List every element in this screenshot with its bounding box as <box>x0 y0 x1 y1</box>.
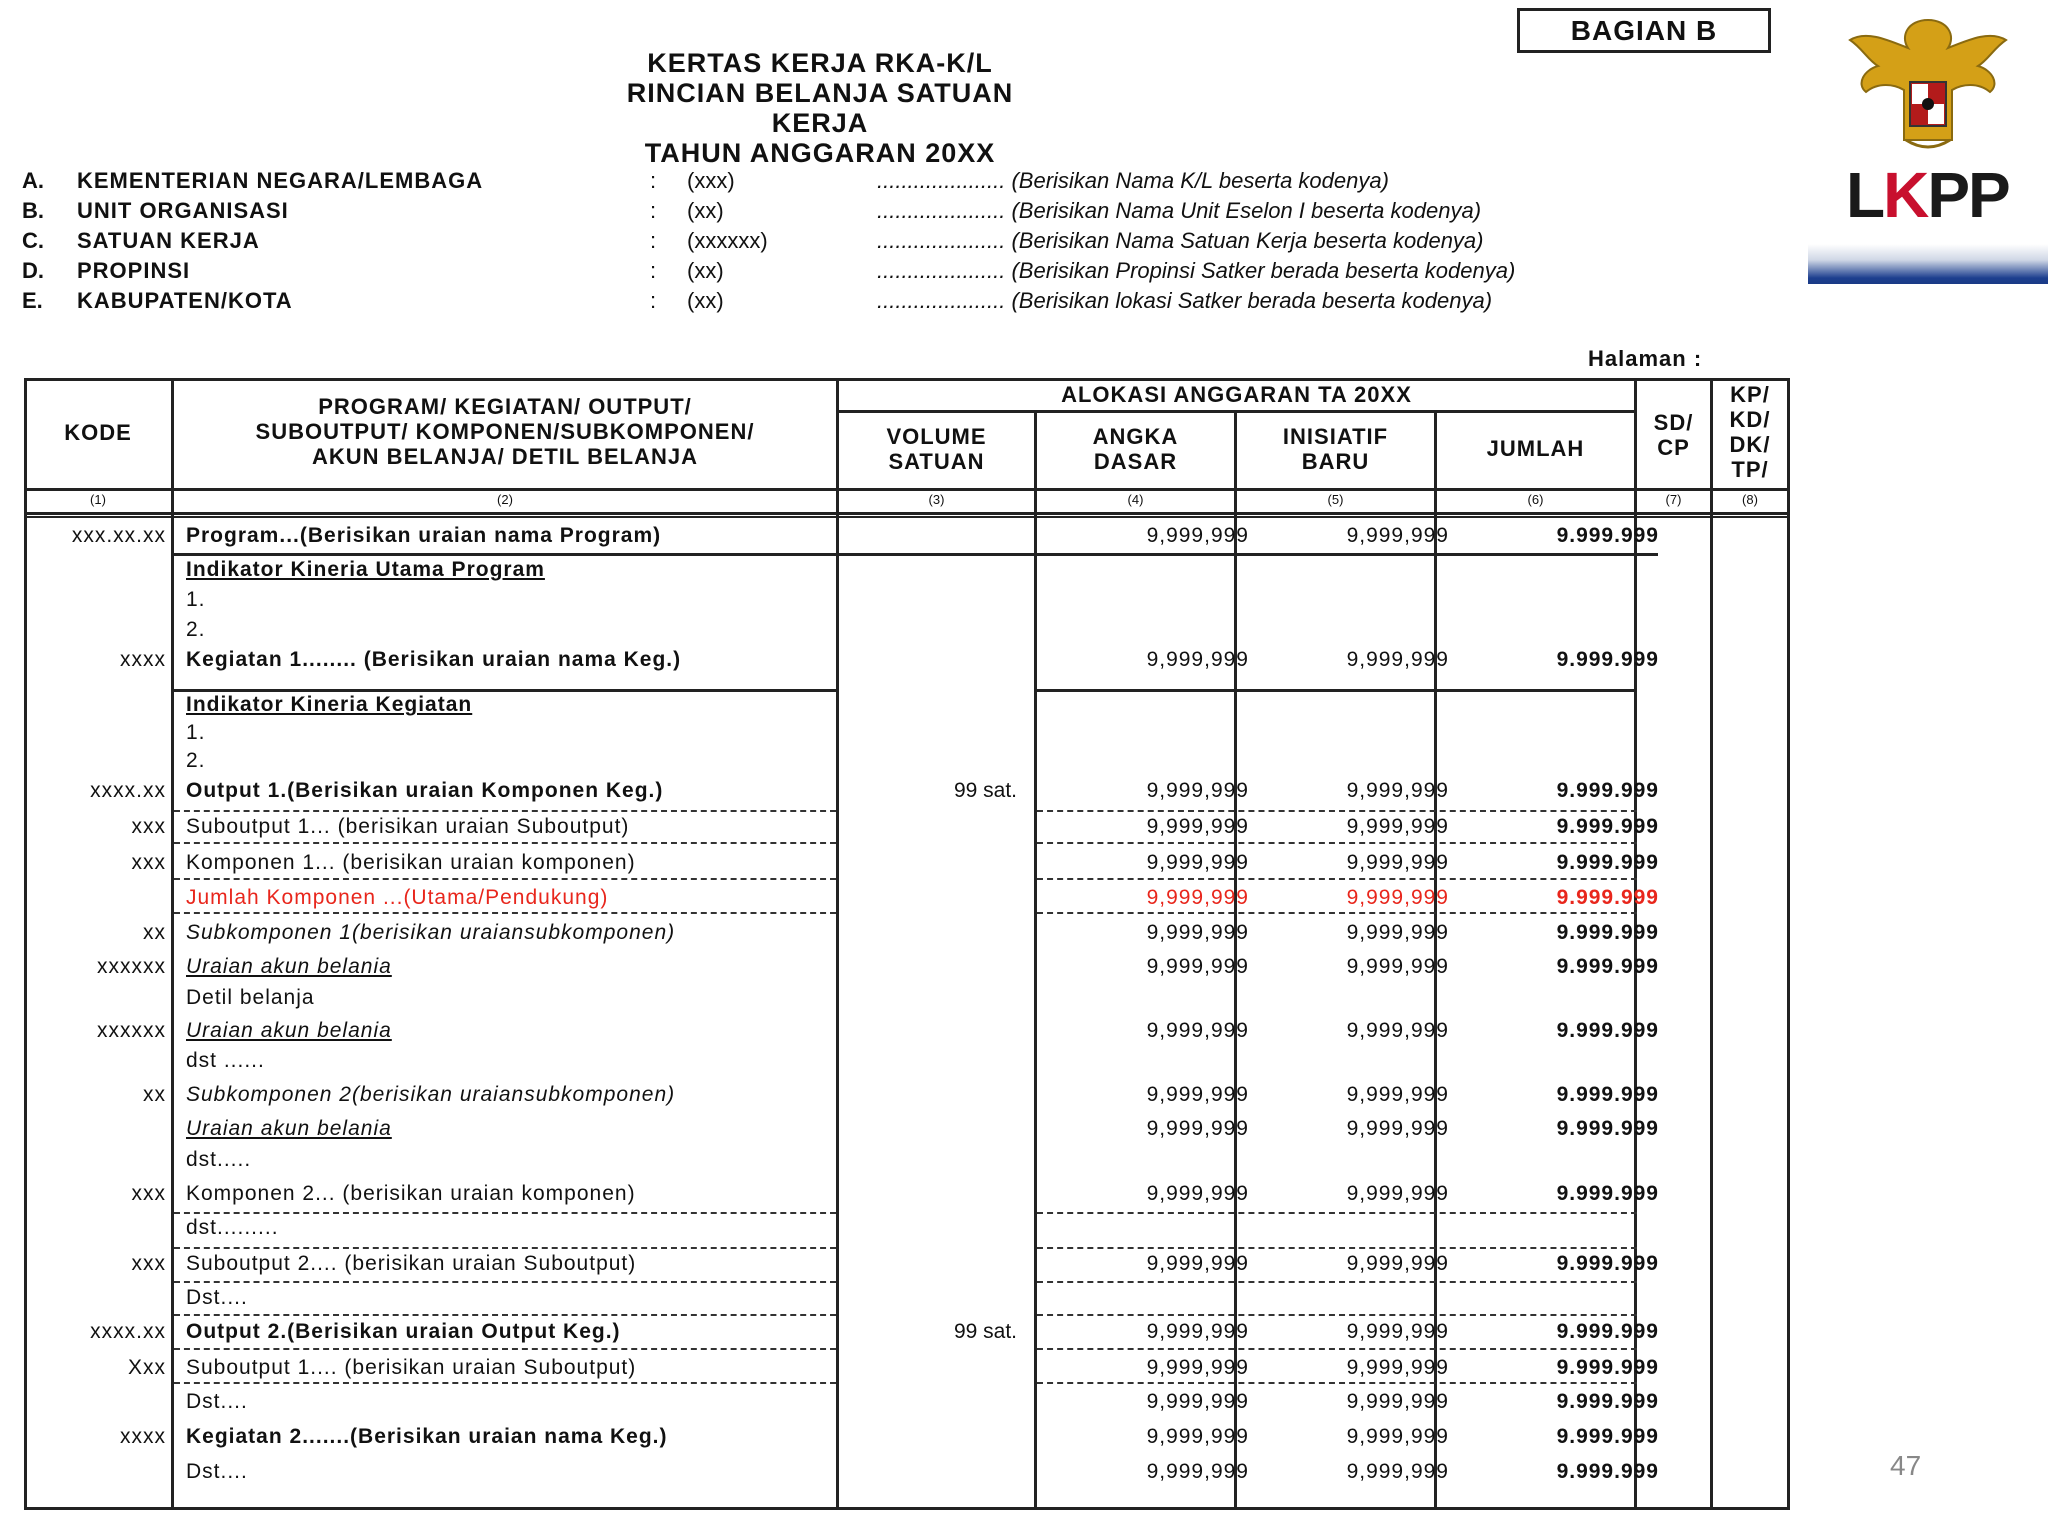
kode-cell: xxxxxx <box>97 955 166 978</box>
colnum-6: (6) <box>1527 492 1544 507</box>
angka-dasar-cell: 9,999,999 <box>1146 1083 1249 1106</box>
table-row <box>24 645 1790 675</box>
kode-cell: Xxx <box>127 1356 166 1379</box>
table-row <box>24 690 1790 720</box>
description-cell: Suboutput 2.... (berisikan uraian Suboutput) <box>186 1252 637 1275</box>
table-row <box>24 615 1790 645</box>
description-cell: Kegiatan 1........ (Berisikan uraian nama Keg.) <box>186 648 682 671</box>
jumlah-cell: 9.999.999 <box>1556 1390 1659 1413</box>
kode-cell: xxxx <box>120 1425 166 1448</box>
table-row <box>24 1317 1790 1347</box>
info-description: ..................... (Berisikan Nama K/L beserta kodenya) <box>877 168 1389 193</box>
inisiatif-baru-cell: 9,999,999 <box>1346 955 1449 978</box>
table-row <box>24 1179 1790 1209</box>
header-kode: KODE <box>64 420 132 445</box>
kode-cell: xxxx <box>120 648 166 671</box>
jumlah-cell: 9.999.999 <box>1556 648 1659 671</box>
info-colon: : <box>650 288 657 313</box>
lkpp-wordmark: LKPP <box>1846 159 2009 231</box>
garuda-emblem-icon <box>1808 0 2048 160</box>
table-row <box>24 1213 1790 1243</box>
header-bottom <box>24 488 1790 491</box>
title-line-2: RINCIAN BELANJA SATUAN KERJA <box>626 78 1014 138</box>
description-cell: Program...(Berisikan uraian nama Program) <box>186 524 662 547</box>
kode-cell: xxx.xx.xx <box>71 524 166 547</box>
table-row <box>24 848 1790 878</box>
volume-cell: 99 sat. <box>953 1320 1017 1343</box>
row-separator <box>1037 842 1637 844</box>
colnum-8: (8) <box>1742 492 1758 507</box>
info-name: KEMENTERIAN NEGARA/LEMBAGA <box>77 168 484 193</box>
jumlah-cell: 9.999.999 <box>1556 1252 1659 1275</box>
row-separator <box>174 810 836 812</box>
header-kp: KP/ KD/ DK/ TP/ <box>1729 382 1771 482</box>
inisiatif-baru-cell: 9,999,999 <box>1346 779 1449 802</box>
table-row <box>24 1387 1790 1417</box>
description-cell: Dst.... <box>186 1286 248 1309</box>
description-cell: Suboutput 1... (berisikan uraian Suboutput) <box>186 815 630 838</box>
table-row <box>24 718 1790 748</box>
table-row <box>24 918 1790 948</box>
description-cell: Uraian akun belania <box>186 1019 392 1042</box>
table-row <box>24 983 1790 1013</box>
inisiatif-baru-cell: 9,999,999 <box>1346 1320 1449 1343</box>
table-row <box>24 1422 1790 1452</box>
colnum-5: (5) <box>1327 492 1344 507</box>
angka-dasar-cell: 9,999,999 <box>1146 1117 1249 1140</box>
kode-cell: xx <box>143 1083 166 1106</box>
row-separator <box>174 1314 836 1316</box>
jumlah-cell: 9.999.999 <box>1556 1019 1659 1042</box>
table-row <box>24 555 1790 585</box>
angka-dasar-cell: 9,999,999 <box>1146 1252 1249 1275</box>
info-row <box>22 288 1782 318</box>
kode-cell: xxx <box>131 815 166 838</box>
info-colon: : <box>650 258 657 283</box>
inisiatif-baru-cell: 9,999,999 <box>1346 921 1449 944</box>
budget-table <box>24 378 1790 1510</box>
jumlah-cell: 9.999.999 <box>1556 886 1659 909</box>
info-colon: : <box>650 168 657 193</box>
halaman-label: Halaman : <box>1588 346 1703 371</box>
header-inisiatif-baru: INISIATIF BARU <box>1282 424 1389 474</box>
angka-dasar-cell: 9,999,999 <box>1146 886 1249 909</box>
info-letter: D. <box>22 258 44 283</box>
description-cell: Output 2.(Berisikan uraian Output Keg.) <box>186 1320 621 1343</box>
jumlah-cell: 9.999.999 <box>1556 1117 1659 1140</box>
description-cell: Jumlah Komponen ...(Utama/Pendukung) <box>186 886 609 909</box>
inisiatif-baru-cell: 9,999,999 <box>1346 1460 1449 1483</box>
description-cell: Indikator Kineria Utama Program <box>186 558 545 581</box>
header-volume: VOLUME SATUAN <box>886 424 987 474</box>
table-row <box>24 521 1790 551</box>
border-bottom <box>24 1507 1790 1510</box>
description-cell: 1. <box>186 588 206 611</box>
header-angka-dasar: ANGKA DASAR <box>1092 424 1179 474</box>
kode-cell: xxx <box>131 851 166 874</box>
table-row <box>24 1457 1790 1487</box>
table-row <box>24 1016 1790 1046</box>
angka-dasar-cell: 9,999,999 <box>1146 1320 1249 1343</box>
inisiatif-baru-cell: 9,999,999 <box>1346 1252 1449 1275</box>
table-row <box>24 1283 1790 1313</box>
row-separator <box>174 1348 836 1350</box>
inisiatif-baru-cell: 9,999,999 <box>1346 648 1449 671</box>
description-cell: Output 1.(Berisikan uraian Komponen Keg.) <box>186 779 664 802</box>
jumlah-cell: 9.999.999 <box>1556 955 1659 978</box>
row-separator <box>1037 878 1637 880</box>
info-description: ..................... (Berisikan Propinsi Satker berada beserta kodenya) <box>877 258 1516 283</box>
kode-cell: xx <box>143 921 166 944</box>
row-separator <box>1037 1212 1637 1214</box>
description-cell: Subkomponen 2(berisikan uraiansubkomponen) <box>186 1083 676 1106</box>
colnum-3: (3) <box>928 492 945 507</box>
info-code: (xx) <box>687 288 724 313</box>
logo-blue-bar <box>1808 244 2048 284</box>
row-separator <box>174 878 836 880</box>
info-name: PROPINSI <box>77 258 191 283</box>
angka-dasar-cell: 9,999,999 <box>1146 524 1249 547</box>
jumlah-cell: 9.999.999 <box>1556 1356 1659 1379</box>
row-separator <box>1037 1247 1637 1249</box>
inisiatif-baru-cell: 9,999,999 <box>1346 815 1449 838</box>
row-separator <box>174 842 836 844</box>
kode-cell: xxx <box>131 1182 166 1205</box>
info-row <box>22 168 1782 198</box>
jumlah-cell: 9.999.999 <box>1556 779 1659 802</box>
info-code: (xxxxxx) <box>687 228 768 253</box>
title-line-3: TAHUN ANGGARAN 20XX <box>644 138 996 168</box>
inisiatif-baru-cell: 9,999,999 <box>1346 1083 1449 1106</box>
table-row <box>24 812 1790 842</box>
angka-dasar-cell: 9,999,999 <box>1146 779 1249 802</box>
info-name: SATUAN KERJA <box>77 228 260 253</box>
row-separator <box>1037 1314 1637 1316</box>
angka-dasar-cell: 9,999,999 <box>1146 921 1249 944</box>
table-row <box>24 1114 1790 1144</box>
volume-cell: 99 sat. <box>953 779 1017 802</box>
colnum-1: (1) <box>90 492 106 507</box>
info-name: UNIT ORGANISASI <box>77 198 289 223</box>
inisiatif-baru-cell: 9,999,999 <box>1346 1356 1449 1379</box>
border-top <box>24 378 1790 381</box>
jumlah-cell: 9.999.999 <box>1556 1320 1659 1343</box>
angka-dasar-cell: 9,999,999 <box>1146 815 1249 838</box>
description-cell: Dst.... <box>186 1390 248 1413</box>
description-cell: dst......... <box>186 1216 279 1239</box>
row-separator <box>174 1212 836 1214</box>
info-description: ..................... (Berisikan Nama Satuan Kerja beserta kodenya) <box>877 228 1484 253</box>
info-name: KABUPATEN/KOTA <box>77 288 293 313</box>
jumlah-cell: 9.999.999 <box>1556 1083 1659 1106</box>
description-cell: Komponen 1... (berisikan uraian komponen) <box>186 851 636 874</box>
table-row <box>24 1046 1790 1076</box>
body-top-line <box>24 516 1790 518</box>
title-line-1: KERTAS KERJA RKA-K/L <box>647 48 993 78</box>
row-separator <box>1037 1281 1637 1283</box>
table-row <box>24 1249 1790 1279</box>
row-separator <box>174 1382 836 1384</box>
angka-dasar-cell: 9,999,999 <box>1146 1356 1249 1379</box>
description-cell: 2. <box>186 618 206 641</box>
description-cell: Kegiatan 2.......(Berisikan uraian nama Keg.) <box>186 1425 668 1448</box>
angka-dasar-cell: 9,999,999 <box>1146 648 1249 671</box>
inisiatif-baru-cell: 9,999,999 <box>1346 524 1449 547</box>
info-code: (xx) <box>687 258 724 283</box>
row-separator <box>174 1247 836 1249</box>
angka-dasar-cell: 9,999,999 <box>1146 851 1249 874</box>
description-cell: Uraian akun belania <box>186 955 392 978</box>
description-cell: 2. <box>186 749 206 772</box>
inisiatif-baru-cell: 9,999,999 <box>1346 1425 1449 1448</box>
angka-dasar-cell: 9,999,999 <box>1146 955 1249 978</box>
info-description: ..................... (Berisikan lokasi Satker berada beserta kodenya) <box>877 288 1493 313</box>
jumlah-cell: 9.999.999 <box>1556 1425 1659 1448</box>
description-cell: 1. <box>186 721 206 744</box>
colnum-2: (2) <box>497 492 513 507</box>
info-letter: E. <box>22 288 43 313</box>
jumlah-cell: 9.999.999 <box>1556 851 1659 874</box>
jumlah-cell: 9.999.999 <box>1556 815 1659 838</box>
table-row <box>24 1353 1790 1383</box>
info-letter: A. <box>22 168 44 193</box>
info-colon: : <box>650 198 657 223</box>
description-cell: Uraian akun belania <box>186 1117 392 1140</box>
table-row <box>24 952 1790 982</box>
header-program: PROGRAM/ KEGIATAN/ OUTPUT/ SUBOUTPUT/ KOMPONEN/SUBKOMPONEN/ AKUN BELANJA/ DETIL BELANJA <box>255 394 755 469</box>
kode-cell: xxxxxx <box>97 1019 166 1042</box>
info-code: (xx) <box>687 198 724 223</box>
inisiatif-baru-cell: 9,999,999 <box>1346 851 1449 874</box>
description-cell: Indikator Kineria Kegiatan <box>186 693 473 716</box>
angka-dasar-cell: 9,999,999 <box>1146 1019 1249 1042</box>
kode-cell: xxx <box>131 1252 166 1275</box>
jumlah-cell: 9.999.999 <box>1556 921 1659 944</box>
kode-cell: xxxx.xx <box>90 1320 166 1343</box>
inisiatif-baru-cell: 9,999,999 <box>1346 886 1449 909</box>
table-row <box>24 1145 1790 1175</box>
kode-cell: xxxx.xx <box>90 779 166 802</box>
description-cell: Dst.... <box>186 1460 248 1483</box>
alokasi-underline <box>836 410 1636 413</box>
bagian-label: BAGIAN B <box>1517 8 1771 53</box>
description-cell: Suboutput 1.... (berisikan uraian Suboutput) <box>186 1356 637 1379</box>
row-separator <box>1037 810 1637 812</box>
page-number: 47 <box>1890 1450 1922 1481</box>
info-row <box>22 198 1782 228</box>
angka-dasar-cell: 9,999,999 <box>1146 1425 1249 1448</box>
info-row <box>22 258 1782 288</box>
inisiatif-baru-cell: 9,999,999 <box>1346 1019 1449 1042</box>
inisiatif-baru-cell: 9,999,999 <box>1346 1182 1449 1205</box>
info-description: ..................... (Berisikan Nama Unit Eselon I beserta kodenya) <box>877 198 1482 223</box>
table-row <box>24 585 1790 615</box>
description-cell: Komponen 2... (berisikan uraian komponen) <box>186 1182 636 1205</box>
description-cell: dst ...... <box>186 1049 265 1072</box>
row-separator <box>1037 1382 1637 1384</box>
lkpp-logo <box>1808 0 2048 290</box>
colnum-7: (7) <box>1665 492 1682 507</box>
jumlah-cell: 9.999.999 <box>1556 524 1659 547</box>
angka-dasar-cell: 9,999,999 <box>1146 1182 1249 1205</box>
row-separator <box>174 912 836 914</box>
info-row <box>22 228 1782 258</box>
jumlah-cell: 9.999.999 <box>1556 1182 1659 1205</box>
description-cell: Detil belanja <box>186 986 315 1009</box>
inisiatif-baru-cell: 9,999,999 <box>1346 1390 1449 1413</box>
inisiatif-baru-cell: 9,999,999 <box>1346 1117 1449 1140</box>
info-code: (xxx) <box>687 168 735 193</box>
header-alokasi: ALOKASI ANGGARAN TA 20XX <box>1061 382 1412 407</box>
row-separator <box>1037 912 1637 914</box>
header-sd-cp: SD/ CP <box>1653 410 1694 460</box>
angka-dasar-cell: 9,999,999 <box>1146 1390 1249 1413</box>
table-row <box>24 746 1790 776</box>
table-row <box>24 776 1790 806</box>
description-cell: Subkomponen 1(berisikan uraiansubkomponen) <box>186 921 676 944</box>
angka-dasar-cell: 9,999,999 <box>1146 1460 1249 1483</box>
jumlah-cell: 9.999.999 <box>1556 1460 1659 1483</box>
info-letter: B. <box>22 198 44 223</box>
colnum-4: (4) <box>1127 492 1144 507</box>
header-jumlah: JUMLAH <box>1486 436 1585 461</box>
table-row <box>24 883 1790 913</box>
document-title <box>600 48 1040 168</box>
description-cell: dst..... <box>186 1148 252 1171</box>
colnum-bottom <box>24 512 1790 515</box>
table-row <box>24 1080 1790 1110</box>
info-letter: C. <box>22 228 44 253</box>
row-separator <box>174 1281 836 1283</box>
info-colon: : <box>650 228 657 253</box>
row-separator <box>1037 1348 1637 1350</box>
